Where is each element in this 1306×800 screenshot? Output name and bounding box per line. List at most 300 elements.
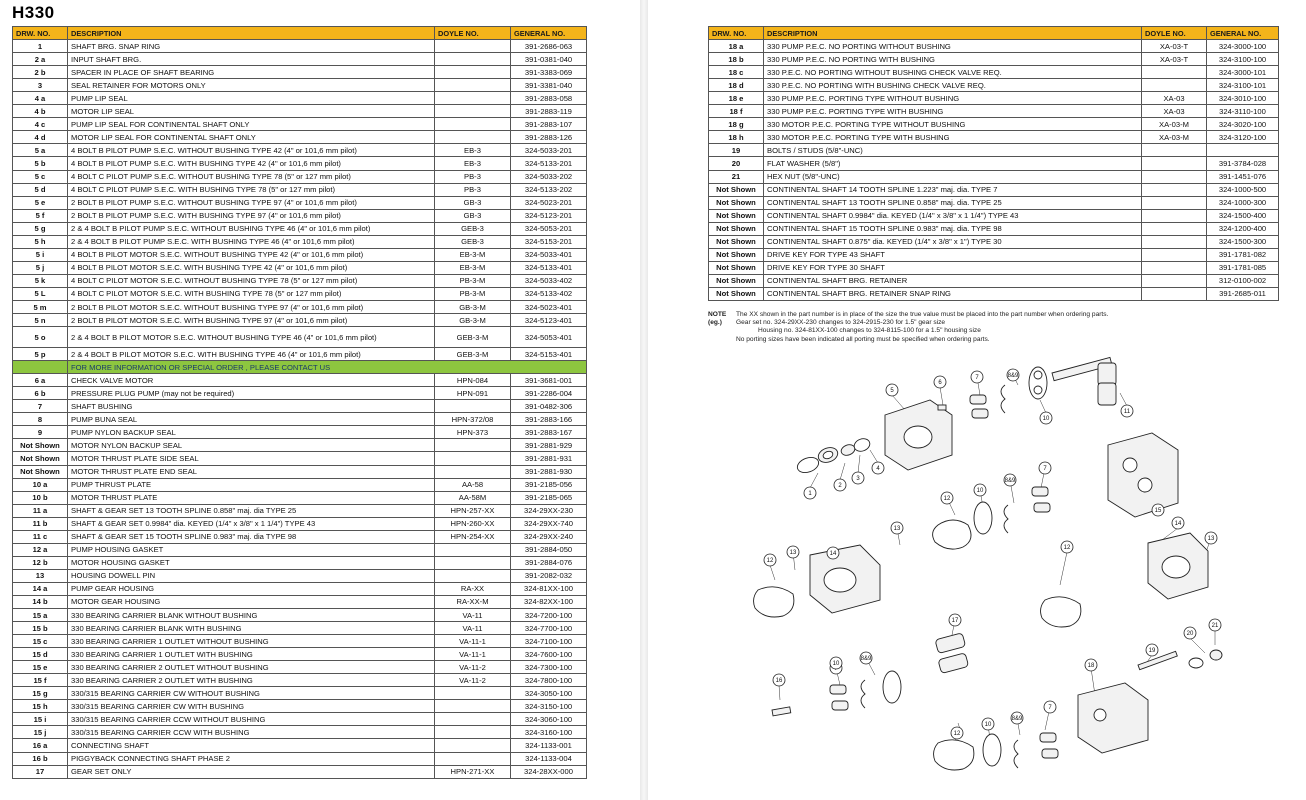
callout-number: 17 bbox=[951, 618, 959, 624]
doyle-number-cell: XA-03 bbox=[1142, 105, 1207, 118]
doyle-number-cell: XA-03-M bbox=[1142, 118, 1207, 131]
callout-number: 13 bbox=[1207, 536, 1215, 542]
general-number-cell: 324-81XX-100 bbox=[511, 582, 587, 595]
page-title: H330 bbox=[12, 3, 55, 22]
table-row bbox=[13, 648, 587, 661]
general-number-cell: 324-1133-004 bbox=[511, 752, 587, 765]
gear-chamber-drawing bbox=[1162, 556, 1190, 578]
description-cell: DRIVE KEY FOR TYPE 43 SHAFT bbox=[764, 248, 1142, 261]
callout-number: 13 bbox=[789, 550, 797, 556]
table-row bbox=[13, 543, 587, 556]
description-cell: PRESSURE PLUG PUMP (may not be required) bbox=[68, 387, 435, 400]
description-cell: 4 BOLT C PILOT PUMP S.E.C. WITH BUSHING TYPE 78 (5" or 127 mm pilot) bbox=[68, 183, 435, 196]
table-row bbox=[709, 248, 1279, 261]
callout-number: 8&9 bbox=[1011, 716, 1023, 722]
doyle-number-cell: HPN-257-XX bbox=[435, 504, 511, 517]
table-row bbox=[709, 66, 1279, 79]
doyle-number-cell bbox=[1142, 287, 1207, 300]
table-row bbox=[13, 661, 587, 674]
table-row bbox=[13, 765, 587, 778]
doyle-number-cell bbox=[435, 543, 511, 556]
callout-label bbox=[1007, 369, 1019, 381]
doyle-number-cell bbox=[1142, 144, 1207, 157]
drawing-number-cell: Not Shown bbox=[709, 196, 764, 209]
check-valve-drawing bbox=[938, 405, 946, 410]
table-row bbox=[709, 183, 1279, 196]
doyle-number-cell: EB-3-M bbox=[435, 248, 511, 261]
callout-label bbox=[1209, 619, 1221, 631]
doyle-number-cell bbox=[435, 465, 511, 478]
table-row bbox=[13, 739, 587, 752]
table-row bbox=[13, 170, 587, 183]
callout-number: 11 bbox=[1123, 409, 1131, 415]
description-cell: 330 BEARING CARRIER 2 OUTLET WITH BUSHING bbox=[68, 674, 435, 687]
description-cell: 330 BEARING CARRIER 1 OUTLET WITHOUT BUSHING bbox=[68, 635, 435, 648]
doyle-number-cell: AA-58M bbox=[435, 491, 511, 504]
callout-label bbox=[830, 657, 842, 669]
banner-spacer bbox=[13, 361, 68, 374]
table-row bbox=[13, 465, 587, 478]
table-row bbox=[709, 40, 1279, 53]
general-number-cell: 324-1200-400 bbox=[1207, 222, 1279, 235]
description-cell: 4 BOLT B PILOT MOTOR S.E.C. WITHOUT BUSHING TYPE 42 (4" or 101,6 mm pilot) bbox=[68, 248, 435, 261]
doyle-number-cell bbox=[1142, 261, 1207, 274]
thrust-plate-hole-drawing bbox=[1034, 371, 1042, 379]
doyle-number-cell bbox=[1142, 274, 1207, 287]
description-cell: 330 PUMP P.E.C. PORTING TYPE WITH BUSHING bbox=[764, 105, 1142, 118]
table-row bbox=[13, 452, 587, 465]
table-row bbox=[709, 157, 1279, 170]
table-row bbox=[13, 53, 587, 66]
doyle-number-cell bbox=[1142, 157, 1207, 170]
doyle-number-cell bbox=[435, 700, 511, 713]
general-number-cell: 391-2881-929 bbox=[511, 439, 587, 452]
gear-chamber-drawing bbox=[824, 568, 856, 592]
description-cell: MOTOR THRUST PLATE END SEAL bbox=[68, 465, 435, 478]
doyle-number-cell bbox=[435, 556, 511, 569]
general-number-cell: 391-1781-082 bbox=[1207, 248, 1279, 261]
port-drawing bbox=[1094, 709, 1106, 721]
drawing-number-cell: 5 i bbox=[13, 248, 68, 261]
table-row bbox=[13, 235, 587, 248]
gear-set-drawing bbox=[935, 633, 966, 654]
doyle-number-cell bbox=[435, 118, 511, 131]
description-cell: 2 & 4 BOLT B PILOT PUMP S.E.C. WITH BUSHING TYPE 46 (4" or 101,6 mm pilot) bbox=[68, 235, 435, 248]
description-cell: 2 BOLT B PILOT PUMP S.E.C. WITH BUSHING TYPE 97 (4" or 101,6 mm pilot) bbox=[68, 209, 435, 222]
header-general-no: GENERAL NO. bbox=[1207, 27, 1279, 40]
drawing-number-cell: 5 f bbox=[13, 209, 68, 222]
drawing-number-cell: 5 g bbox=[13, 222, 68, 235]
callout-number: 4 bbox=[876, 466, 880, 472]
drawing-number-cell: 18 c bbox=[709, 66, 764, 79]
drawing-number-cell: 18 a bbox=[709, 40, 764, 53]
general-number-cell: 324-82XX-100 bbox=[511, 595, 587, 608]
callout-number: 2 bbox=[838, 483, 842, 489]
callout-number: 18 bbox=[1087, 663, 1095, 669]
general-number-cell: 391-2881-931 bbox=[511, 452, 587, 465]
general-number-cell: 324-3120-100 bbox=[1207, 131, 1279, 144]
callout-number: 14 bbox=[1174, 521, 1182, 527]
port-end-cover-drawing bbox=[1078, 683, 1148, 753]
table-row bbox=[13, 622, 587, 635]
header-doyle-no: DOYLE NO. bbox=[435, 27, 511, 40]
drawing-number-cell: 18 d bbox=[709, 79, 764, 92]
doyle-number-cell: GEB-3-M bbox=[435, 348, 511, 361]
doyle-number-cell: XA-03-M bbox=[1142, 131, 1207, 144]
buna-seal-drawing bbox=[1001, 385, 1005, 413]
housing-gasket-drawing bbox=[1041, 597, 1081, 627]
table-row bbox=[13, 556, 587, 569]
housing-gasket-drawing bbox=[933, 520, 971, 549]
doyle-number-cell bbox=[1142, 170, 1207, 183]
drawing-number-cell: 2 b bbox=[13, 66, 68, 79]
description-cell: CONTINENTAL SHAFT 13 TOOTH SPLINE 0.858" maj. dia. TYPE 25 bbox=[764, 196, 1142, 209]
table-row bbox=[13, 40, 587, 53]
description-cell: MOTOR THRUST PLATE SIDE SEAL bbox=[68, 452, 435, 465]
table-row bbox=[709, 222, 1279, 235]
drawing-number-cell: 5 j bbox=[13, 261, 68, 274]
description-cell: 330 P.E.C. NO PORTING WITH BUSHING CHECK VALVE REQ. bbox=[764, 79, 1142, 92]
drawing-number-cell: 15 b bbox=[13, 622, 68, 635]
general-number-cell: 391-2185-065 bbox=[511, 491, 587, 504]
description-cell: SHAFT & GEAR SET 13 TOOTH SPLINE 0.858" maj. dia TYPE 25 bbox=[68, 504, 435, 517]
table-row bbox=[709, 118, 1279, 131]
callout-label bbox=[773, 674, 785, 686]
table-header-row bbox=[13, 27, 587, 40]
description-cell: PUMP BUNA SEAL bbox=[68, 413, 435, 426]
drawing-number-cell: 6 b bbox=[13, 387, 68, 400]
callout-label bbox=[804, 487, 816, 499]
drawing-number-cell: 15 g bbox=[13, 687, 68, 700]
header-description: DESCRIPTION bbox=[68, 27, 435, 40]
drawing-number-cell: 11 c bbox=[13, 530, 68, 543]
callout-number: 3 bbox=[856, 476, 860, 482]
drawing-number-cell: 9 bbox=[13, 426, 68, 439]
drawing-number-cell: 13 bbox=[13, 569, 68, 582]
general-number-cell: 391-3784-028 bbox=[1207, 157, 1279, 170]
general-number-cell: 324-29XX-240 bbox=[511, 530, 587, 543]
general-number-cell: 324-1500-300 bbox=[1207, 235, 1279, 248]
callout-number: 12 bbox=[1063, 545, 1071, 551]
table-row bbox=[13, 105, 587, 118]
general-number-cell: 324-3000-101 bbox=[1207, 66, 1279, 79]
doyle-number-cell: HPN-084 bbox=[435, 374, 511, 387]
table-row bbox=[709, 287, 1279, 300]
drawing-number-cell: Not Shown bbox=[13, 465, 68, 478]
doyle-number-cell: HPN-254-XX bbox=[435, 530, 511, 543]
drawing-number-cell: 8 bbox=[13, 413, 68, 426]
general-number-cell: 391-3681-001 bbox=[511, 374, 587, 387]
general-number-cell: 324-5053-401 bbox=[511, 327, 587, 348]
drawing-number-cell: 15 h bbox=[13, 700, 68, 713]
callout-label bbox=[1121, 405, 1133, 417]
parts-table-left bbox=[12, 26, 587, 779]
shaft-bushing-drawing bbox=[832, 701, 848, 710]
table-row bbox=[709, 209, 1279, 222]
drawing-number-cell: 6 a bbox=[13, 374, 68, 387]
description-cell: MOTOR GEAR HOUSING bbox=[68, 595, 435, 608]
table-row bbox=[13, 66, 587, 79]
doyle-number-cell: HPN-271-XX bbox=[435, 765, 511, 778]
general-number-cell: 391-2185-056 bbox=[511, 478, 587, 491]
description-cell: 4 BOLT B PILOT MOTOR S.E.C. WITH BUSHING TYPE 42 (4" or 101,6 mm pilot) bbox=[68, 261, 435, 274]
table-row bbox=[13, 595, 587, 608]
drawing-number-cell: 5 a bbox=[13, 144, 68, 157]
doyle-number-cell: VA-11 bbox=[435, 622, 511, 635]
general-number-cell: 391-2286-004 bbox=[511, 387, 587, 400]
doyle-number-cell bbox=[1142, 235, 1207, 248]
table-row bbox=[13, 327, 587, 348]
doyle-number-cell: PB-3-M bbox=[435, 274, 511, 287]
description-cell: 330 MOTOR P.E.C. PORTING TYPE WITH BUSHING bbox=[764, 131, 1142, 144]
callout-number: 14 bbox=[829, 551, 837, 557]
ordering-notes bbox=[708, 311, 1108, 344]
callout-label bbox=[1040, 412, 1052, 424]
description-cell: 330 PUMP P.E.C. NO PORTING WITHOUT BUSHING bbox=[764, 40, 1142, 53]
shaft-bushing-drawing bbox=[1034, 503, 1050, 512]
table-row bbox=[13, 530, 587, 543]
general-number-cell: 324-5033-201 bbox=[511, 144, 587, 157]
general-number-cell: 324-29XX-740 bbox=[511, 517, 587, 530]
drawing-number-cell: 12 b bbox=[13, 556, 68, 569]
drawing-number-cell: 15 f bbox=[13, 674, 68, 687]
drawing-number-cell: 7 bbox=[13, 400, 68, 413]
general-number-cell: 324-3060-100 bbox=[511, 713, 587, 726]
snap-ring-drawing bbox=[795, 455, 820, 476]
general-number-cell: 324-7800-100 bbox=[511, 674, 587, 687]
table-row bbox=[13, 413, 587, 426]
port-drawing bbox=[1123, 458, 1137, 472]
doyle-number-cell bbox=[435, 92, 511, 105]
callout-number: 7 bbox=[1043, 466, 1047, 472]
general-number-cell: 324-1133-001 bbox=[511, 739, 587, 752]
table-row bbox=[13, 261, 587, 274]
doyle-number-cell bbox=[435, 53, 511, 66]
description-cell: 330/315 BEARING CARRIER CCW WITHOUT BUSHING bbox=[68, 713, 435, 726]
callout-label bbox=[764, 554, 776, 566]
drawing-number-cell: Not Shown bbox=[13, 452, 68, 465]
drawing-number-cell: Not Shown bbox=[709, 235, 764, 248]
table-row bbox=[13, 478, 587, 491]
description-cell: CONNECTING SHAFT bbox=[68, 739, 435, 752]
description-cell: 330 BEARING CARRIER BLANK WITH BUSHING bbox=[68, 622, 435, 635]
table-row bbox=[13, 726, 587, 739]
description-cell: FLAT WASHER (5/8") bbox=[764, 157, 1142, 170]
table-row bbox=[709, 131, 1279, 144]
doyle-number-cell bbox=[435, 452, 511, 465]
general-number-cell: 324-7700-100 bbox=[511, 622, 587, 635]
parts-table-right bbox=[708, 26, 1279, 301]
general-number-cell: 324-5133-402 bbox=[511, 287, 587, 300]
description-cell: 330 MOTOR P.E.C. PORTING TYPE WITHOUT BUSHING bbox=[764, 118, 1142, 131]
drawing-number-cell: 10 a bbox=[13, 478, 68, 491]
doyle-number-cell: EB-3-M bbox=[435, 261, 511, 274]
description-cell: SHAFT BUSHING bbox=[68, 400, 435, 413]
general-number-cell: 324-28XX-000 bbox=[511, 765, 587, 778]
doyle-number-cell bbox=[1142, 248, 1207, 261]
description-cell: 4 BOLT B PILOT PUMP S.E.C. WITHOUT BUSHING TYPE 42 (4" or 101,6 mm pilot) bbox=[68, 144, 435, 157]
doyle-number-cell bbox=[1142, 66, 1207, 79]
general-number-cell: 324-7300-100 bbox=[511, 661, 587, 674]
callout-number: 12 bbox=[943, 496, 951, 502]
seal-retainer-drawing bbox=[840, 443, 857, 457]
doyle-number-cell: VA-11-1 bbox=[435, 648, 511, 661]
callout-label bbox=[787, 546, 799, 558]
description-cell: DRIVE KEY FOR TYPE 30 SHAFT bbox=[764, 261, 1142, 274]
drawing-number-cell: 4 b bbox=[13, 105, 68, 118]
exploded-parts-diagram bbox=[700, 355, 1300, 800]
page-gutter bbox=[640, 0, 648, 800]
general-number-cell: 324-7200-100 bbox=[511, 609, 587, 622]
table-row bbox=[709, 196, 1279, 209]
description-cell: CONTINENTAL SHAFT BRG. RETAINER bbox=[764, 274, 1142, 287]
callout-number: 8&9 bbox=[1007, 373, 1019, 379]
table-row bbox=[13, 300, 587, 313]
drawing-number-cell: 10 b bbox=[13, 491, 68, 504]
description-cell: 2 BOLT B PILOT PUMP S.E.C. WITHOUT BUSHING TYPE 97 (4" or 101,6 mm pilot) bbox=[68, 196, 435, 209]
general-number-cell: 391-2883-107 bbox=[511, 118, 587, 131]
general-number-cell: 324-29XX-230 bbox=[511, 504, 587, 517]
doyle-number-cell: GEB-3 bbox=[435, 235, 511, 248]
general-number-cell: 391-2884-050 bbox=[511, 543, 587, 556]
seal-drawing bbox=[861, 680, 865, 708]
drawing-number-cell: 4 d bbox=[13, 131, 68, 144]
callout-number: 8&9 bbox=[860, 656, 872, 662]
general-number-cell: 324-3110-100 bbox=[1207, 105, 1279, 118]
description-cell: SPACER IN PLACE OF SHAFT BEARING bbox=[68, 66, 435, 79]
general-number-cell: 391-2883-058 bbox=[511, 92, 587, 105]
general-number-cell: 324-5023-401 bbox=[511, 300, 587, 313]
doyle-number-cell: EB-3 bbox=[435, 157, 511, 170]
doyle-number-cell bbox=[1142, 183, 1207, 196]
callout-number: 10 bbox=[832, 661, 840, 667]
doyle-number-cell: VA-11 bbox=[435, 609, 511, 622]
callout-label bbox=[949, 614, 961, 626]
description-cell: CONTINENTAL SHAFT 15 TOOTH SPLINE 0.983" maj. dia. TYPE 98 bbox=[764, 222, 1142, 235]
doyle-number-cell: RA-XX-M bbox=[435, 595, 511, 608]
table-row bbox=[709, 170, 1279, 183]
general-number-cell: 324-3050-100 bbox=[511, 687, 587, 700]
table-row bbox=[13, 713, 587, 726]
doyle-number-cell: HPN-373 bbox=[435, 426, 511, 439]
shaft-bushing-drawing bbox=[970, 395, 986, 404]
doyle-number-cell bbox=[435, 687, 511, 700]
callout-label bbox=[971, 371, 983, 383]
general-number-cell: 324-5033-401 bbox=[511, 248, 587, 261]
description-cell: CHECK VALVE MOTOR bbox=[68, 374, 435, 387]
drawing-number-cell: 5 b bbox=[13, 157, 68, 170]
doyle-number-cell: GB-3-M bbox=[435, 300, 511, 313]
shaft-bushing-drawing bbox=[1042, 749, 1058, 758]
note-label: NOTE bbox=[708, 311, 727, 318]
description-cell: HOUSING DOWELL PIN bbox=[68, 569, 435, 582]
general-number-cell: 312-0100-002 bbox=[1207, 274, 1279, 287]
callout-label bbox=[852, 472, 864, 484]
callout-label bbox=[951, 727, 963, 739]
general-number-cell: 391-2884-076 bbox=[511, 556, 587, 569]
table-row bbox=[13, 348, 587, 361]
note-line: Housing no. 324-81XX-100 changes to 324-8115-100 for a 1.5" housing size bbox=[758, 327, 981, 335]
drawing-number-cell: 15 a bbox=[13, 609, 68, 622]
drawing-number-cell: 4 c bbox=[13, 118, 68, 131]
shaft-bushing-drawing bbox=[830, 685, 846, 694]
drawing-number-cell: 18 b bbox=[709, 53, 764, 66]
general-number-cell: 324-3020-100 bbox=[1207, 118, 1279, 131]
doyle-number-cell: HPN-091 bbox=[435, 387, 511, 400]
table-row bbox=[13, 387, 587, 400]
general-number-cell: 324-5033-402 bbox=[511, 274, 587, 287]
callout-number: 1 bbox=[808, 491, 812, 497]
callout-number: 13 bbox=[893, 526, 901, 532]
table-row bbox=[13, 374, 587, 387]
table-row bbox=[709, 105, 1279, 118]
doyle-number-cell: GEB-3 bbox=[435, 222, 511, 235]
description-cell: 2 & 4 BOLT B PILOT MOTOR S.E.C. WITHOUT BUSHING TYPE 46 (4" or 101,6 mm pilot) bbox=[68, 327, 435, 348]
callout-label bbox=[886, 384, 898, 396]
general-number-cell: 391-3381-040 bbox=[511, 79, 587, 92]
callout-label bbox=[982, 718, 994, 730]
table-row bbox=[13, 609, 587, 622]
gear-set-drawing bbox=[938, 653, 969, 674]
description-cell: 4 BOLT B PILOT PUMP S.E.C. WITH BUSHING TYPE 42 (4" or 101,6 mm pilot) bbox=[68, 157, 435, 170]
callout-label bbox=[834, 479, 846, 491]
bearing-carrier-drawing bbox=[1108, 433, 1178, 517]
doyle-number-cell bbox=[435, 66, 511, 79]
table-row bbox=[13, 687, 587, 700]
seal-drawing bbox=[1004, 505, 1008, 533]
description-cell: 330 PUMP P.E.C. PORTING TYPE WITHOUT BUSHING bbox=[764, 92, 1142, 105]
description-cell: PUMP NYLON BACKUP SEAL bbox=[68, 426, 435, 439]
table-row bbox=[13, 569, 587, 582]
general-number-cell: 324-5023-201 bbox=[511, 196, 587, 209]
callout-label bbox=[891, 522, 903, 534]
table-row bbox=[13, 118, 587, 131]
general-number-cell: 391-2883-119 bbox=[511, 105, 587, 118]
note-eg-label: (eg.) bbox=[708, 319, 722, 327]
callout-number: 5 bbox=[890, 388, 894, 394]
callout-number: 19 bbox=[1148, 648, 1156, 654]
description-cell: PUMP THRUST PLATE bbox=[68, 478, 435, 491]
description-cell: 2 & 4 BOLT B PILOT PUMP S.E.C. WITHOUT BUSHING TYPE 46 (4" or 101,6 mm pilot) bbox=[68, 222, 435, 235]
table-row bbox=[13, 517, 587, 530]
description-cell: 4 BOLT C PILOT PUMP S.E.C. WITHOUT BUSHING TYPE 78 (5" or 127 mm pilot) bbox=[68, 170, 435, 183]
doyle-number-cell bbox=[1142, 222, 1207, 235]
drawing-number-cell: 18 g bbox=[709, 118, 764, 131]
description-cell: 330/315 BEARING CARRIER CW WITH BUSHING bbox=[68, 700, 435, 713]
doyle-number-cell bbox=[1142, 79, 1207, 92]
drawing-number-cell: 15 i bbox=[13, 713, 68, 726]
general-number-cell: 324-5133-201 bbox=[511, 157, 587, 170]
description-cell: PUMP LIP SEAL bbox=[68, 92, 435, 105]
table-row bbox=[709, 53, 1279, 66]
info-banner-text: FOR MORE INFORMATION OR SPECIAL ORDER , PLEASE CONTACT US bbox=[68, 361, 587, 374]
table-row bbox=[13, 183, 587, 196]
callout-label bbox=[1085, 659, 1097, 671]
description-cell: 330/315 BEARING CARRIER CCW WITH BUSHING bbox=[68, 726, 435, 739]
table-row bbox=[709, 261, 1279, 274]
table-row bbox=[13, 222, 587, 235]
general-number-cell: 324-3150-100 bbox=[511, 700, 587, 713]
table-row bbox=[13, 287, 587, 300]
seal-drawing bbox=[1014, 740, 1018, 768]
drawing-number-cell: 5 h bbox=[13, 235, 68, 248]
callout-number: 20 bbox=[1186, 631, 1194, 637]
header-general-no: GENERAL NO. bbox=[511, 27, 587, 40]
description-cell: PUMP HOUSING GASKET bbox=[68, 543, 435, 556]
doyle-number-cell: EB-3 bbox=[435, 144, 511, 157]
housing-gasket-drawing bbox=[754, 587, 794, 617]
general-number-cell bbox=[1207, 144, 1279, 157]
